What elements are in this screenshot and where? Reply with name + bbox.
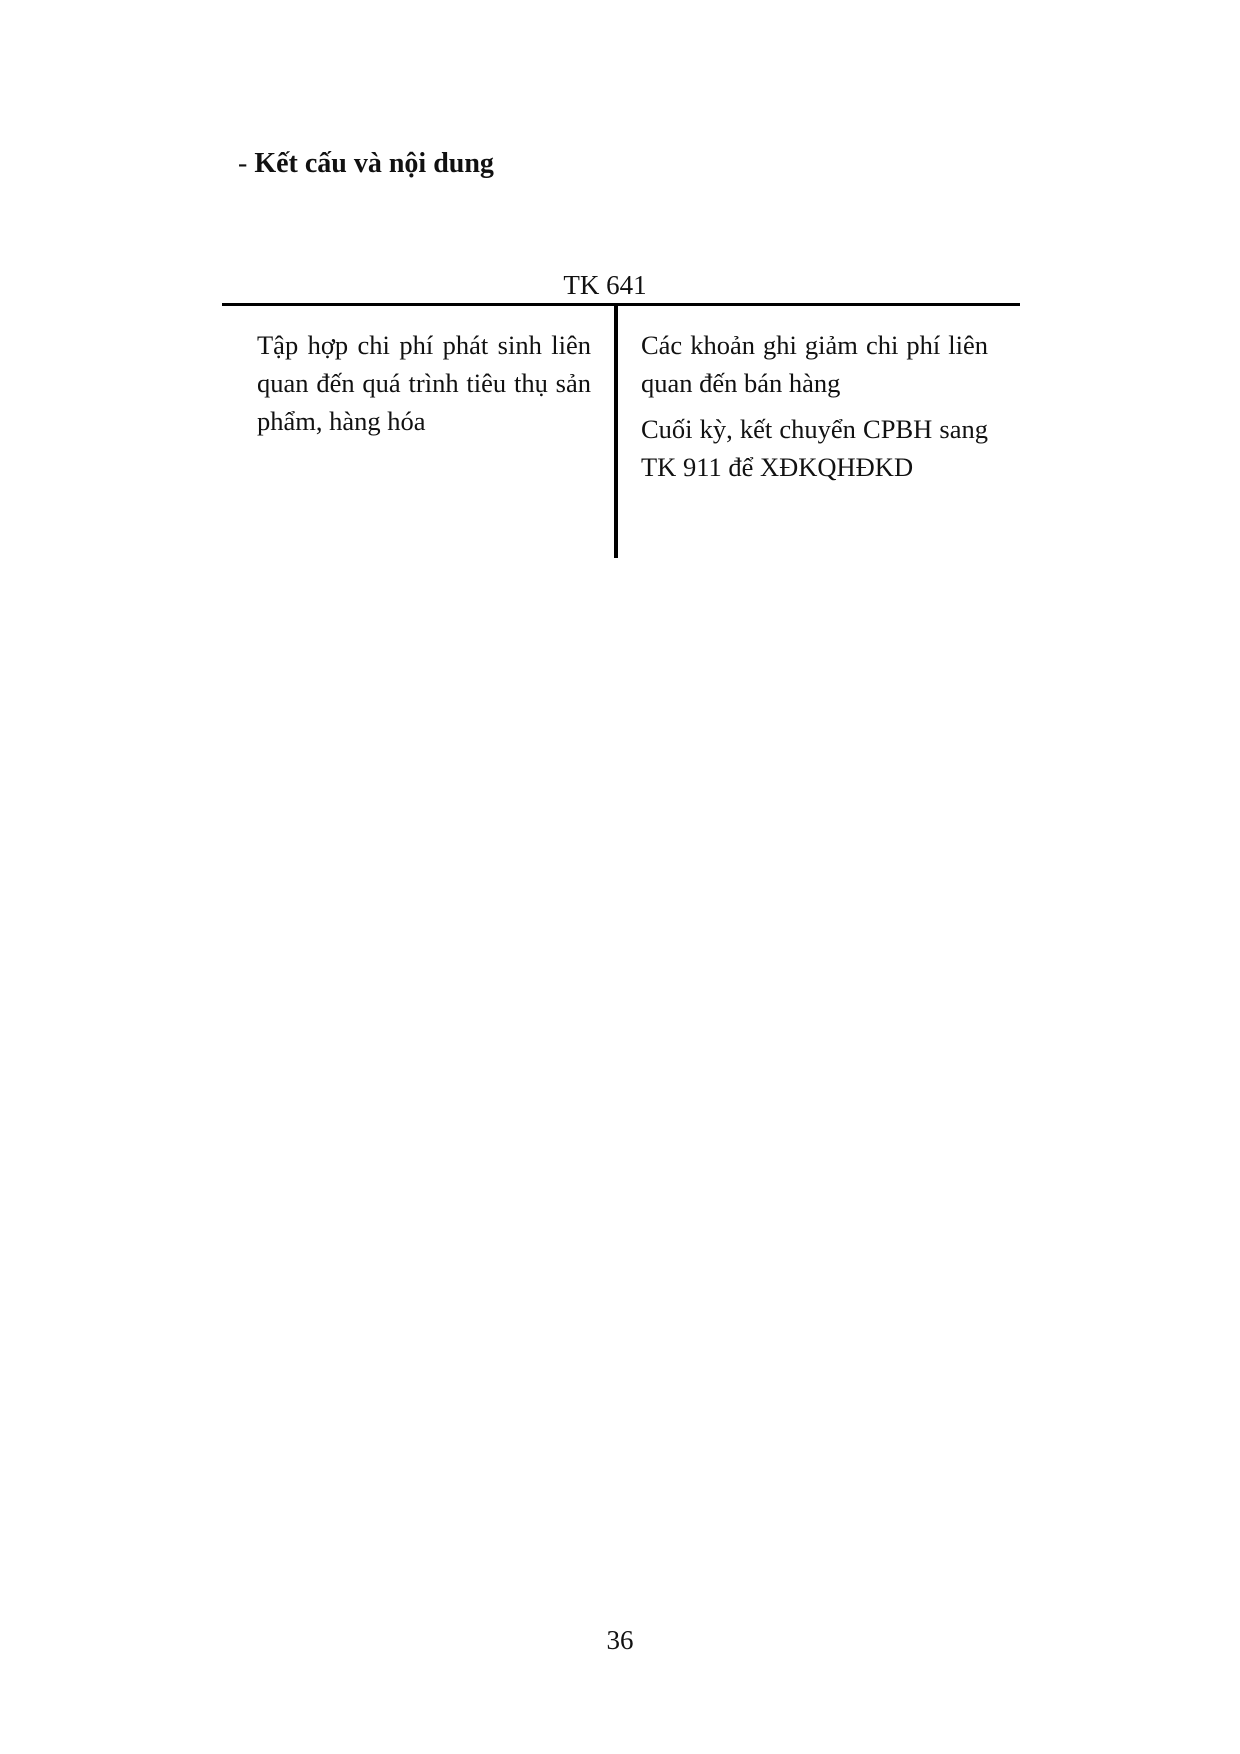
t-account-debit-side [257,326,591,448]
debit-entry: Tập hợp chi phí phát sinh liên quan đến quá trình tiêu thụ sản phẩm, hàng hóa [257,330,591,436]
t-account-horizontal-line [222,303,1020,306]
credit-entry: Các khoản ghi giảm chi phí liên quan đến bán hàng [641,330,988,398]
heading-dash: - [238,148,248,179]
t-account-credit-side [641,326,988,494]
page-number: 36 [606,1625,634,1655]
heading-title: Kết cấu và nội dung [254,148,494,179]
t-account-vertical-line [614,306,618,558]
t-account-name: TK 641 [563,270,647,300]
section-heading [238,146,494,182]
credit-entry: Cuối kỳ, kết chuyển CPBH sang TK 911 để XĐKQHĐKD [641,414,988,482]
